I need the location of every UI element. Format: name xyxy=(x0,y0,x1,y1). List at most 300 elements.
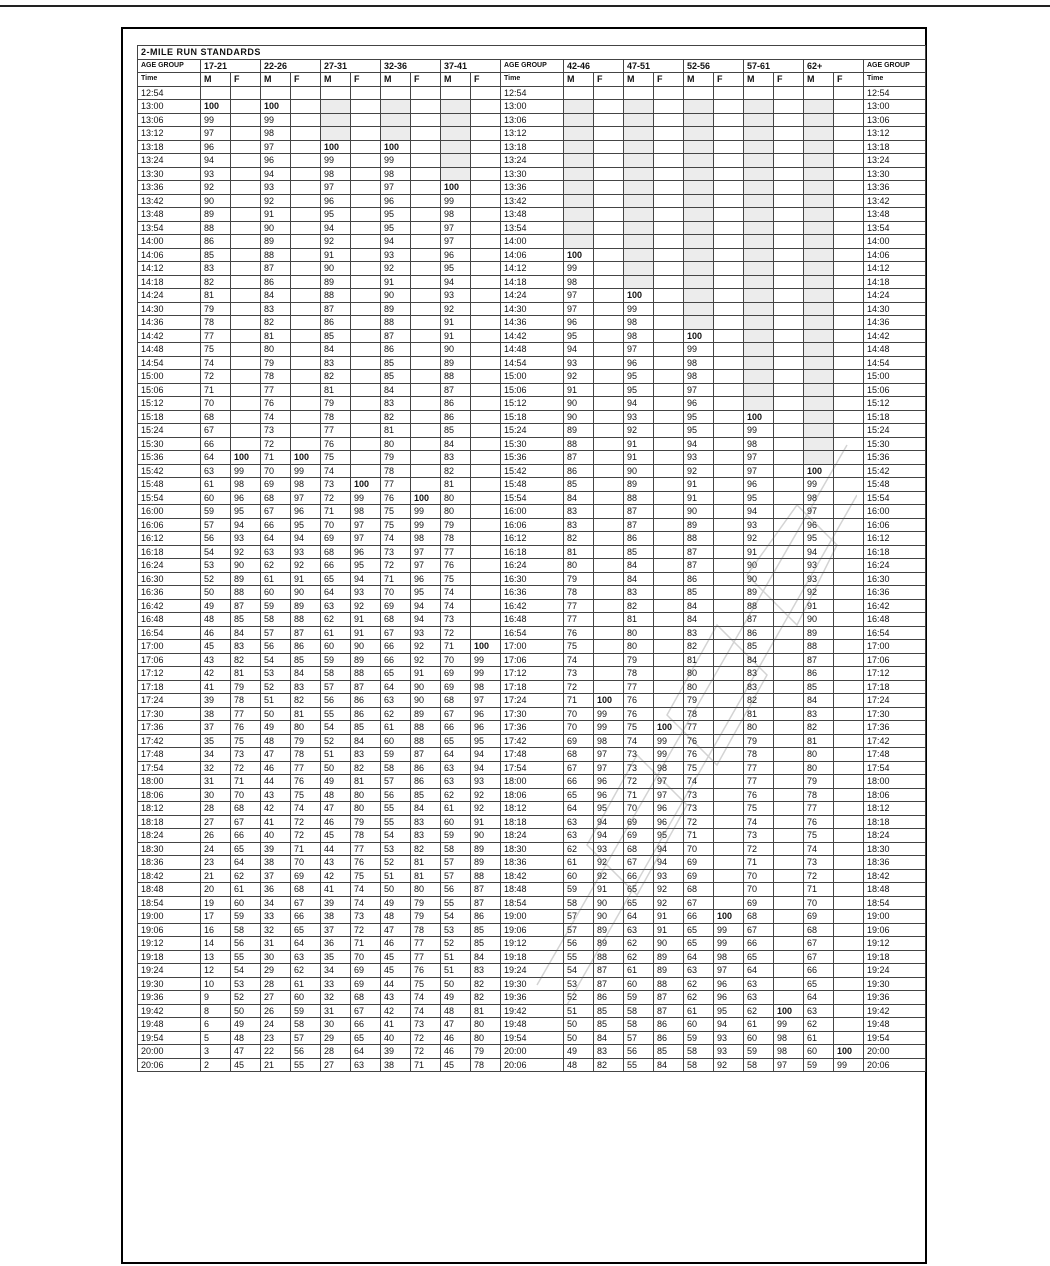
score-cell: 91 xyxy=(684,478,714,492)
score-cell xyxy=(594,208,624,222)
score-cell: 93 xyxy=(714,1031,744,1045)
score-cell xyxy=(834,896,864,910)
score-cell xyxy=(744,100,774,114)
score-cell: 77 xyxy=(381,478,411,492)
time-cell: 13:42 xyxy=(138,194,201,208)
score-cell: 80 xyxy=(261,343,291,357)
score-cell: 99 xyxy=(411,505,441,519)
score-cell xyxy=(774,221,804,235)
score-cell xyxy=(594,626,624,640)
score-cell xyxy=(714,424,744,438)
score-cell: 80 xyxy=(441,491,471,505)
score-cell xyxy=(714,572,744,586)
score-cell: 90 xyxy=(654,937,684,951)
score-cell xyxy=(594,572,624,586)
score-cell: 49 xyxy=(441,991,471,1005)
score-cell: 63 xyxy=(624,923,654,937)
score-cell xyxy=(441,154,471,168)
score-cell: 74 xyxy=(804,842,834,856)
score-cell: 68 xyxy=(231,802,261,816)
score-cell xyxy=(411,464,441,478)
score-cell: 73 xyxy=(624,761,654,775)
score-cell: 31 xyxy=(261,937,291,951)
score-cell: 88 xyxy=(441,370,471,384)
score-cell: 30 xyxy=(321,1018,351,1032)
score-cell: 48 xyxy=(441,1004,471,1018)
score-cell: 86 xyxy=(594,991,624,1005)
score-cell: 74 xyxy=(744,815,774,829)
score-cell xyxy=(654,383,684,397)
score-cell xyxy=(654,275,684,289)
score-cell: 83 xyxy=(564,505,594,519)
score-cell: 70 xyxy=(624,802,654,816)
score-cell: 98 xyxy=(774,1045,804,1059)
time-cell: 18:54 xyxy=(864,896,926,910)
score-cell xyxy=(834,154,864,168)
score-cell xyxy=(291,289,321,303)
score-cell: 89 xyxy=(684,518,714,532)
score-cell: 83 xyxy=(321,356,351,370)
score-cell: 92 xyxy=(654,896,684,910)
table-row xyxy=(138,599,926,613)
score-cell: 71 xyxy=(744,856,774,870)
score-cell xyxy=(774,626,804,640)
score-cell xyxy=(804,343,834,357)
score-cell: 69 xyxy=(624,815,654,829)
score-cell: 8 xyxy=(201,1004,231,1018)
score-cell: 66 xyxy=(201,437,231,451)
score-cell: 98 xyxy=(594,734,624,748)
score-cell: 56 xyxy=(261,640,291,654)
score-cell: 56 xyxy=(201,532,231,546)
score-cell xyxy=(261,86,291,100)
score-cell: 57 xyxy=(624,1031,654,1045)
score-cell xyxy=(231,397,261,411)
score-cell xyxy=(774,383,804,397)
score-cell xyxy=(411,248,441,262)
score-cell: 70 xyxy=(441,653,471,667)
score-cell: 88 xyxy=(381,316,411,330)
score-cell: 9 xyxy=(201,991,231,1005)
score-cell: 81 xyxy=(804,734,834,748)
score-cell xyxy=(834,950,864,964)
score-cell: 13 xyxy=(201,950,231,964)
time-cell: 15:48 xyxy=(864,478,926,492)
score-cell: 91 xyxy=(351,613,381,627)
score-cell: 82 xyxy=(564,532,594,546)
score-cell: 94 xyxy=(624,397,654,411)
score-cell: 62 xyxy=(564,842,594,856)
time-cell: 15:48 xyxy=(501,478,564,492)
score-cell: 77 xyxy=(624,680,654,694)
score-cell xyxy=(231,275,261,289)
score-cell: 78 xyxy=(381,464,411,478)
time-cell: 18:24 xyxy=(501,829,564,843)
score-cell: 85 xyxy=(684,586,714,600)
score-cell: 59 xyxy=(231,910,261,924)
score-cell: 67 xyxy=(684,896,714,910)
table-row xyxy=(138,289,926,303)
score-cell: 92 xyxy=(624,424,654,438)
time-cell: 16:12 xyxy=(501,532,564,546)
score-cell xyxy=(774,154,804,168)
score-cell xyxy=(714,856,744,870)
time-cell: 14:18 xyxy=(864,275,926,289)
time-cell: 18:30 xyxy=(138,842,201,856)
table-row xyxy=(138,788,926,802)
score-cell xyxy=(774,883,804,897)
score-cell: 65 xyxy=(321,572,351,586)
score-cell xyxy=(654,707,684,721)
time-cell: 15:24 xyxy=(138,424,201,438)
time-cell: 14:36 xyxy=(864,316,926,330)
age-group-header: 32-36 xyxy=(381,59,441,73)
score-cell: 91 xyxy=(321,248,351,262)
score-cell: 60 xyxy=(201,491,231,505)
score-cell xyxy=(594,113,624,127)
score-cell: 92 xyxy=(471,788,501,802)
table-body xyxy=(138,86,926,1072)
score-cell xyxy=(714,518,744,532)
score-cell: 82 xyxy=(804,721,834,735)
time-cell: 15:00 xyxy=(501,370,564,384)
score-cell: 91 xyxy=(441,329,471,343)
time-cell: 13:30 xyxy=(138,167,201,181)
score-cell: 60 xyxy=(261,586,291,600)
score-cell: 62 xyxy=(321,613,351,627)
score-cell: 51 xyxy=(261,694,291,708)
score-cell: 94 xyxy=(684,437,714,451)
age-group-label: AGE GROUP xyxy=(864,59,926,73)
score-cell: 96 xyxy=(744,478,774,492)
score-cell xyxy=(804,451,834,465)
score-cell: 88 xyxy=(594,950,624,964)
score-cell xyxy=(714,356,744,370)
score-cell: 41 xyxy=(381,1018,411,1032)
time-cell: 19:48 xyxy=(501,1018,564,1032)
score-cell xyxy=(714,397,744,411)
score-cell: 87 xyxy=(804,653,834,667)
score-cell: 85 xyxy=(744,640,774,654)
score-cell: 95 xyxy=(381,221,411,235)
score-cell xyxy=(654,437,684,451)
score-cell: 41 xyxy=(201,680,231,694)
score-cell: 76 xyxy=(624,707,654,721)
score-cell: 81 xyxy=(411,869,441,883)
score-cell: 56 xyxy=(624,1045,654,1059)
score-cell: 100 xyxy=(744,410,774,424)
score-cell: 92 xyxy=(654,883,684,897)
score-cell: 97 xyxy=(321,181,351,195)
time-cell: 16:54 xyxy=(501,626,564,640)
time-cell: 19:30 xyxy=(138,977,201,991)
score-cell: 90 xyxy=(744,572,774,586)
score-cell: 72 xyxy=(624,775,654,789)
score-cell xyxy=(834,599,864,613)
score-cell xyxy=(594,262,624,276)
score-cell: 91 xyxy=(744,545,774,559)
time-cell: 18:12 xyxy=(138,802,201,816)
time-cell: 13:06 xyxy=(864,113,926,127)
time-cell: 19:24 xyxy=(138,964,201,978)
score-cell: 99 xyxy=(834,1058,864,1072)
time-cell: 17:30 xyxy=(138,707,201,721)
score-cell xyxy=(594,613,624,627)
page-frame xyxy=(121,27,927,1264)
score-cell: 69 xyxy=(804,910,834,924)
score-cell: 54 xyxy=(261,653,291,667)
score-cell: 99 xyxy=(774,1018,804,1032)
score-cell: 97 xyxy=(624,343,654,357)
score-cell: 83 xyxy=(471,964,501,978)
score-cell: 69 xyxy=(261,478,291,492)
score-cell xyxy=(774,748,804,762)
score-cell: 53 xyxy=(231,977,261,991)
score-cell: 85 xyxy=(594,1004,624,1018)
time-cell: 18:24 xyxy=(138,829,201,843)
score-cell xyxy=(471,248,501,262)
table-row xyxy=(138,464,926,478)
time-cell: 16:12 xyxy=(864,532,926,546)
score-cell: 39 xyxy=(261,842,291,856)
score-cell: 85 xyxy=(351,721,381,735)
score-cell: 90 xyxy=(744,559,774,573)
age-group-header: 42-46 xyxy=(564,59,624,73)
score-cell xyxy=(351,464,381,478)
score-cell: 54 xyxy=(321,721,351,735)
score-cell xyxy=(774,329,804,343)
score-cell: 50 xyxy=(441,977,471,991)
score-cell xyxy=(411,437,441,451)
score-cell: 46 xyxy=(441,1031,471,1045)
score-cell: 97 xyxy=(654,775,684,789)
score-cell: 6 xyxy=(201,1018,231,1032)
score-cell xyxy=(411,424,441,438)
score-cell xyxy=(714,464,744,478)
time-cell: 13:24 xyxy=(501,154,564,168)
score-cell xyxy=(834,775,864,789)
score-cell: 98 xyxy=(714,950,744,964)
time-cell: 16:18 xyxy=(138,545,201,559)
time-cell: 16:06 xyxy=(501,518,564,532)
score-cell xyxy=(594,653,624,667)
score-cell: 98 xyxy=(564,275,594,289)
score-cell: 99 xyxy=(594,721,624,735)
score-cell: 99 xyxy=(471,667,501,681)
time-cell: 20:00 xyxy=(501,1045,564,1059)
time-cell: 18:18 xyxy=(138,815,201,829)
table-row xyxy=(138,86,926,100)
table-row xyxy=(138,721,926,735)
score-cell: 61 xyxy=(321,626,351,640)
time-cell: 18:12 xyxy=(501,802,564,816)
score-cell: 75 xyxy=(381,505,411,519)
score-cell xyxy=(774,181,804,195)
score-cell: 70 xyxy=(564,721,594,735)
score-cell xyxy=(654,559,684,573)
score-cell: 52 xyxy=(201,572,231,586)
score-cell: 59 xyxy=(321,653,351,667)
table-row xyxy=(138,1018,926,1032)
score-cell xyxy=(834,640,864,654)
score-cell: 99 xyxy=(714,937,744,951)
score-cell: 98 xyxy=(774,1031,804,1045)
score-cell: 100 xyxy=(714,910,744,924)
time-cell: 18:48 xyxy=(138,883,201,897)
score-cell xyxy=(594,167,624,181)
score-cell: 67 xyxy=(351,1004,381,1018)
score-cell: 88 xyxy=(564,437,594,451)
score-cell xyxy=(411,113,441,127)
score-cell: 40 xyxy=(381,1031,411,1045)
score-cell xyxy=(594,194,624,208)
score-cell xyxy=(654,343,684,357)
score-cell xyxy=(411,262,441,276)
score-cell: 64 xyxy=(231,856,261,870)
score-cell xyxy=(564,167,594,181)
score-cell xyxy=(834,289,864,303)
time-cell: 14:06 xyxy=(138,248,201,262)
score-cell: 47 xyxy=(261,748,291,762)
score-cell: 78 xyxy=(564,586,594,600)
score-cell: 78 xyxy=(441,532,471,546)
score-cell: 28 xyxy=(261,977,291,991)
score-cell: 85 xyxy=(594,1018,624,1032)
score-cell: 55 xyxy=(381,815,411,829)
score-cell: 40 xyxy=(261,829,291,843)
score-cell xyxy=(774,343,804,357)
score-cell: 69 xyxy=(351,964,381,978)
time-cell: 13:42 xyxy=(864,194,926,208)
score-cell xyxy=(804,100,834,114)
score-cell xyxy=(411,451,441,465)
score-cell: 62 xyxy=(291,964,321,978)
time-cell: 18:30 xyxy=(501,842,564,856)
score-cell: 78 xyxy=(684,707,714,721)
score-cell: 58 xyxy=(291,1018,321,1032)
score-cell xyxy=(291,329,321,343)
score-cell: 77 xyxy=(201,329,231,343)
score-cell: 98 xyxy=(654,761,684,775)
score-cell xyxy=(564,86,594,100)
score-cell: 77 xyxy=(411,950,441,964)
score-cell: 99 xyxy=(381,154,411,168)
score-cell xyxy=(804,383,834,397)
score-cell xyxy=(714,167,744,181)
score-cell: 72 xyxy=(804,869,834,883)
score-cell: 89 xyxy=(471,842,501,856)
score-cell: 82 xyxy=(201,275,231,289)
score-cell: 57 xyxy=(381,775,411,789)
score-cell xyxy=(774,640,804,654)
score-cell: 99 xyxy=(684,343,714,357)
score-cell: 95 xyxy=(381,208,411,222)
time-cell: 13:42 xyxy=(501,194,564,208)
score-cell: 99 xyxy=(744,424,774,438)
score-cell xyxy=(774,302,804,316)
score-cell: 91 xyxy=(381,275,411,289)
score-cell: 83 xyxy=(624,586,654,600)
score-cell: 82 xyxy=(231,653,261,667)
time-cell: 18:12 xyxy=(864,802,926,816)
score-cell xyxy=(291,127,321,141)
score-cell xyxy=(291,370,321,384)
score-cell xyxy=(231,140,261,154)
score-cell xyxy=(834,788,864,802)
score-cell xyxy=(714,775,744,789)
age-group-header: 22-26 xyxy=(261,59,321,73)
score-cell: 79 xyxy=(261,356,291,370)
score-cell xyxy=(351,437,381,451)
score-cell: 72 xyxy=(381,559,411,573)
score-cell: 79 xyxy=(624,653,654,667)
score-cell: 63 xyxy=(351,1058,381,1072)
time-cell: 18:18 xyxy=(864,815,926,829)
table-row xyxy=(138,478,926,492)
score-cell: 95 xyxy=(471,734,501,748)
time-cell: 16:00 xyxy=(138,505,201,519)
score-cell: 38 xyxy=(381,1058,411,1072)
time-cell: 19:24 xyxy=(864,964,926,978)
score-cell: 89 xyxy=(291,599,321,613)
score-cell: 52 xyxy=(231,991,261,1005)
time-cell: 18:06 xyxy=(501,788,564,802)
score-cell: 70 xyxy=(684,842,714,856)
score-cell: 63 xyxy=(564,815,594,829)
score-cell: 75 xyxy=(441,572,471,586)
score-cell: 81 xyxy=(351,775,381,789)
time-cell: 19:30 xyxy=(501,977,564,991)
table-row xyxy=(138,869,926,883)
age-group-header: 62+ xyxy=(804,59,864,73)
score-cell xyxy=(744,167,774,181)
score-cell: 77 xyxy=(261,383,291,397)
score-cell: 86 xyxy=(411,775,441,789)
score-cell: 81 xyxy=(231,667,261,681)
table-row xyxy=(138,559,926,573)
score-cell xyxy=(564,154,594,168)
score-cell: 10 xyxy=(201,977,231,991)
score-cell xyxy=(834,478,864,492)
time-cell: 17:06 xyxy=(501,653,564,667)
score-cell: 76 xyxy=(291,775,321,789)
score-cell: 73 xyxy=(261,424,291,438)
score-cell: 94 xyxy=(201,154,231,168)
score-cell: 83 xyxy=(291,680,321,694)
time-cell: 17:30 xyxy=(501,707,564,721)
score-cell: 92 xyxy=(594,856,624,870)
score-cell xyxy=(594,599,624,613)
score-cell: 85 xyxy=(231,613,261,627)
table-row xyxy=(138,181,926,195)
score-cell xyxy=(471,194,501,208)
score-cell xyxy=(594,518,624,532)
score-cell: 76 xyxy=(261,397,291,411)
score-cell: 72 xyxy=(441,626,471,640)
score-cell: 76 xyxy=(351,856,381,870)
score-cell: 80 xyxy=(291,721,321,735)
score-cell: 16 xyxy=(201,923,231,937)
time-cell: 18:42 xyxy=(864,869,926,883)
table-row xyxy=(138,221,926,235)
score-cell xyxy=(774,370,804,384)
score-cell xyxy=(594,532,624,546)
score-cell: 86 xyxy=(381,343,411,357)
score-cell: 98 xyxy=(804,491,834,505)
score-cell xyxy=(654,599,684,613)
score-cell xyxy=(654,518,684,532)
time-cell: 15:00 xyxy=(138,370,201,384)
